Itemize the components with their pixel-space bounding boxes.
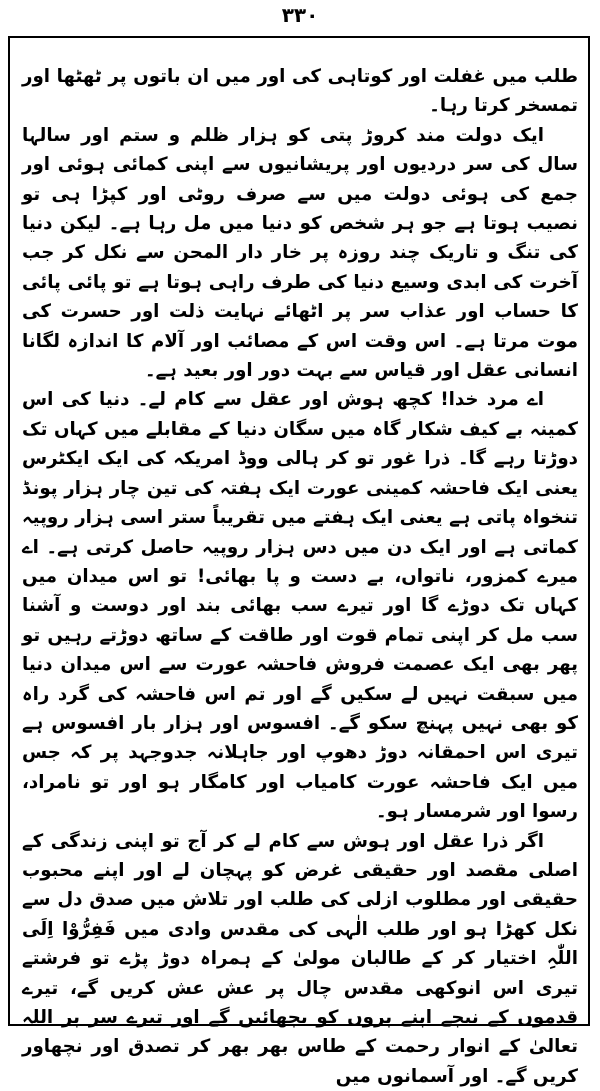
page-number: ۳۳۰ — [281, 3, 319, 27]
paragraph: اے مرد خدا! کچھ ہوش اور عقل سے کام لے۔ دنیا کی اس کمینہ بے کیف شکار گاہ میں سگان دنیا کے مقابلے میں کہاں تک دوڑتا رہے گا۔ ذرا غور تو کر ہالی ووڈ امریکہ کی ایک ایکٹرس یعنی ایک فاحشہ کمینی عورت ایک ہفتہ کی تین چار ہزار پونڈ تنخواہ پاتی ہے یعنی ایک ہفتے میں تقریباً ستر اسی ہزار روپیہ کماتی ہے اور ایک دن میں دس ہزار روپیہ حاصل کرتی ہے۔ اے میرے کمزور، ناتواں، بے دست و پا بھائی! تو اس میدان میں کہاں تک دوڑے گا اور تیرے سب بھائی بند اور دوست و آشنا سب مل کر اپنی تمام قوت اور طاقت کے ساتھ دوڑتے رہیں تو پھر بھی ایک عصمت فروش فاحشہ عورت سے اس میدان دنیا میں سبقت نہیں لے سکیں گے اور تم اس فاحشہ کی گرد راہ کو بھی نہیں پہنچ سکو گے۔ افسوس اور ہزار بار افسوس ہے تیری اس احمقانہ دوڑ دھوپ اور جاہلانہ جدوجہد پر کہ جس میں ایک فاحشہ عورت کامیاب اور کامگار ہو اور تو نامراد، رسوا اور شرمسار ہو۔ — [22, 389, 578, 823]
page-text-body — [22, 62, 578, 1087]
paragraph: ایک دولت مند کروڑ پتی کو ہزار ظلم و ستم اور سالہا سال کی سر دردیوں اور پریشانیوں سے اپنی کمائی ہوئی اور جمع کی ہوئی دولت میں سے صرف روٹی اور کپڑا ہی تو نصیب ہوتا ہے جو ہر شخص کو دنیا میں مل رہا ہے۔ لیکن دنیا کی تنگ و تاریک چند روزہ پر خار دار المحن سے نکل کر جب آخرت کی ابدی وسیع دنیا کی طرف راہی ہوتا ہے تو پائی پائی کا حساب اور عذاب سر پر اٹھائے نہایت ذلت اور حسرت کی موت مرتا ہے۔ اس وقت اس کے مصائب اور آلام کا اندازہ لگانا انسانی عقل اور قیاس سے بہت دور اور بعید ہے۔ — [22, 124, 578, 382]
paragraph: اگر ذرا عقل اور ہوش سے کام لے کر آج تو اپنی زندگی کے اصلی مقصد اور حقیقی غرض کو پہچان لے اور اپنے محبوب حقیقی اور مطلوب ازلی کی طلب اور تلاش میں صدق دل سے نکل کھڑا ہو اور طلب الٰہی کی مقدس وادی میں فَفِرُّوْا اِلَی اللّٰہِ اختیار کر کے طالبان مولیٰ کے ہمراہ دوڑ پڑے تو فرشتے تیری اس انوکھی مقدس چال پر عش عش کریں گے، تیرے قدموں کے نیچے اپنے پروں کو بچھائیں گے اور تیرے سر پر اللہ تعالیٰ کے انوار رحمت کے طاس بھر بھر کر تصدق اور نچھاور کریں گے۔ اور آسمانوں میں — [22, 830, 578, 1087]
paragraph: طلب میں غفلت اور کوتاہی کی اور میں ان باتوں پر ٹھٹھا اور تمسخر کرتا رہا۔ — [22, 66, 578, 117]
